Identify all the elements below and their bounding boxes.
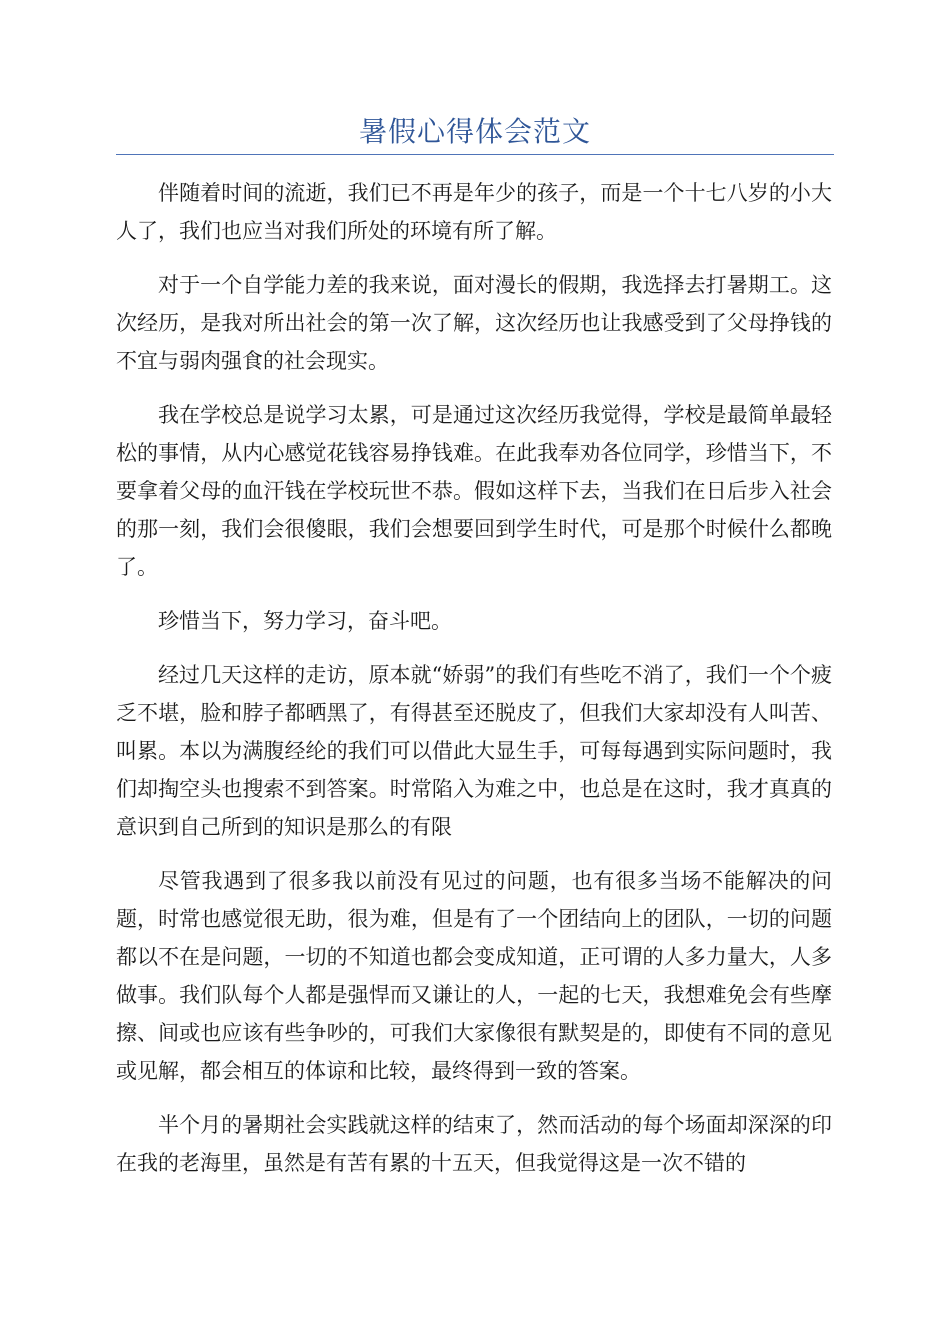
- document-title: 暑假心得体会范文: [358, 115, 591, 148]
- paragraph-2: 对于一个自学能力差的我来说，面对漫长的假期，我选择去打暑期工。这次经历，是我对所出社会的第一次了解，这次经历也让我感受到了父母挣钱的不宜与弱肉强食的社会现实。: [116, 273, 832, 373]
- paragraph-7: 半个月的暑期社会实践就这样的结束了，然而活动的每个场面却深深的印在我的老海里，虽然是有苦有累的十五天，但我觉得这是一次不错的: [116, 1113, 832, 1175]
- paragraph-6: 尽管我遇到了很多我以前没有见过的问题，也有很多当场不能解决的问题，时常也感觉很无助，很为难，但是有了一个团结向上的团队，一切的问题都以不在是问题，一切的不知道也都会变成知道，正可谓的人多力量大，人多做事。我们队每个人都是强悍而又谦让的人，一起的七天，我想难免会有些摩擦、间或也应该有些争吵的，可我们大家像很有默契是的，即使有不同的意见或见解，都会相互的体谅和比较，最终得到一致的答案。: [116, 869, 832, 1083]
- paragraph-5: 经过几天这样的走访，原本就“娇弱”的我们有些吃不消了，我们一个个疲乏不堪，脸和脖子都晒黑了，有得甚至还脱皮了，但我们大家却没有人叫苦、叫累。本以为满腹经纶的我们可以借此大显生手，可每每遇到实际问题时，我们却掏空头也搜索不到答案。时常陷入为难之中，也总是在这时，我才真真的意识到自己所到的知识是那么的有限: [116, 663, 832, 839]
- paragraph-1: 伴随着时间的流逝，我们已不再是年少的孩子，而是一个十七八岁的小大人了，我们也应当对我们所处的环境有所了解。: [116, 181, 832, 243]
- title-underline: [116, 154, 834, 155]
- document-body: [116, 174, 832, 1198]
- paragraph-4: 珍惜当下，努力学习，奋斗吧。: [158, 609, 452, 633]
- paragraph-3: 我在学校总是说学习太累，可是通过这次经历我觉得，学校是最简单最轻松的事情，从内心感觉花钱容易挣钱难。在此我奉劝各位同学，珍惜当下，不要拿着父母的血汗钱在学校玩世不恭。假如这样下去，当我们在日后步入社会的那一刻，我们会很傻眼，我们会想要回到学生时代，可是那个时候什么都晚了。: [116, 403, 832, 579]
